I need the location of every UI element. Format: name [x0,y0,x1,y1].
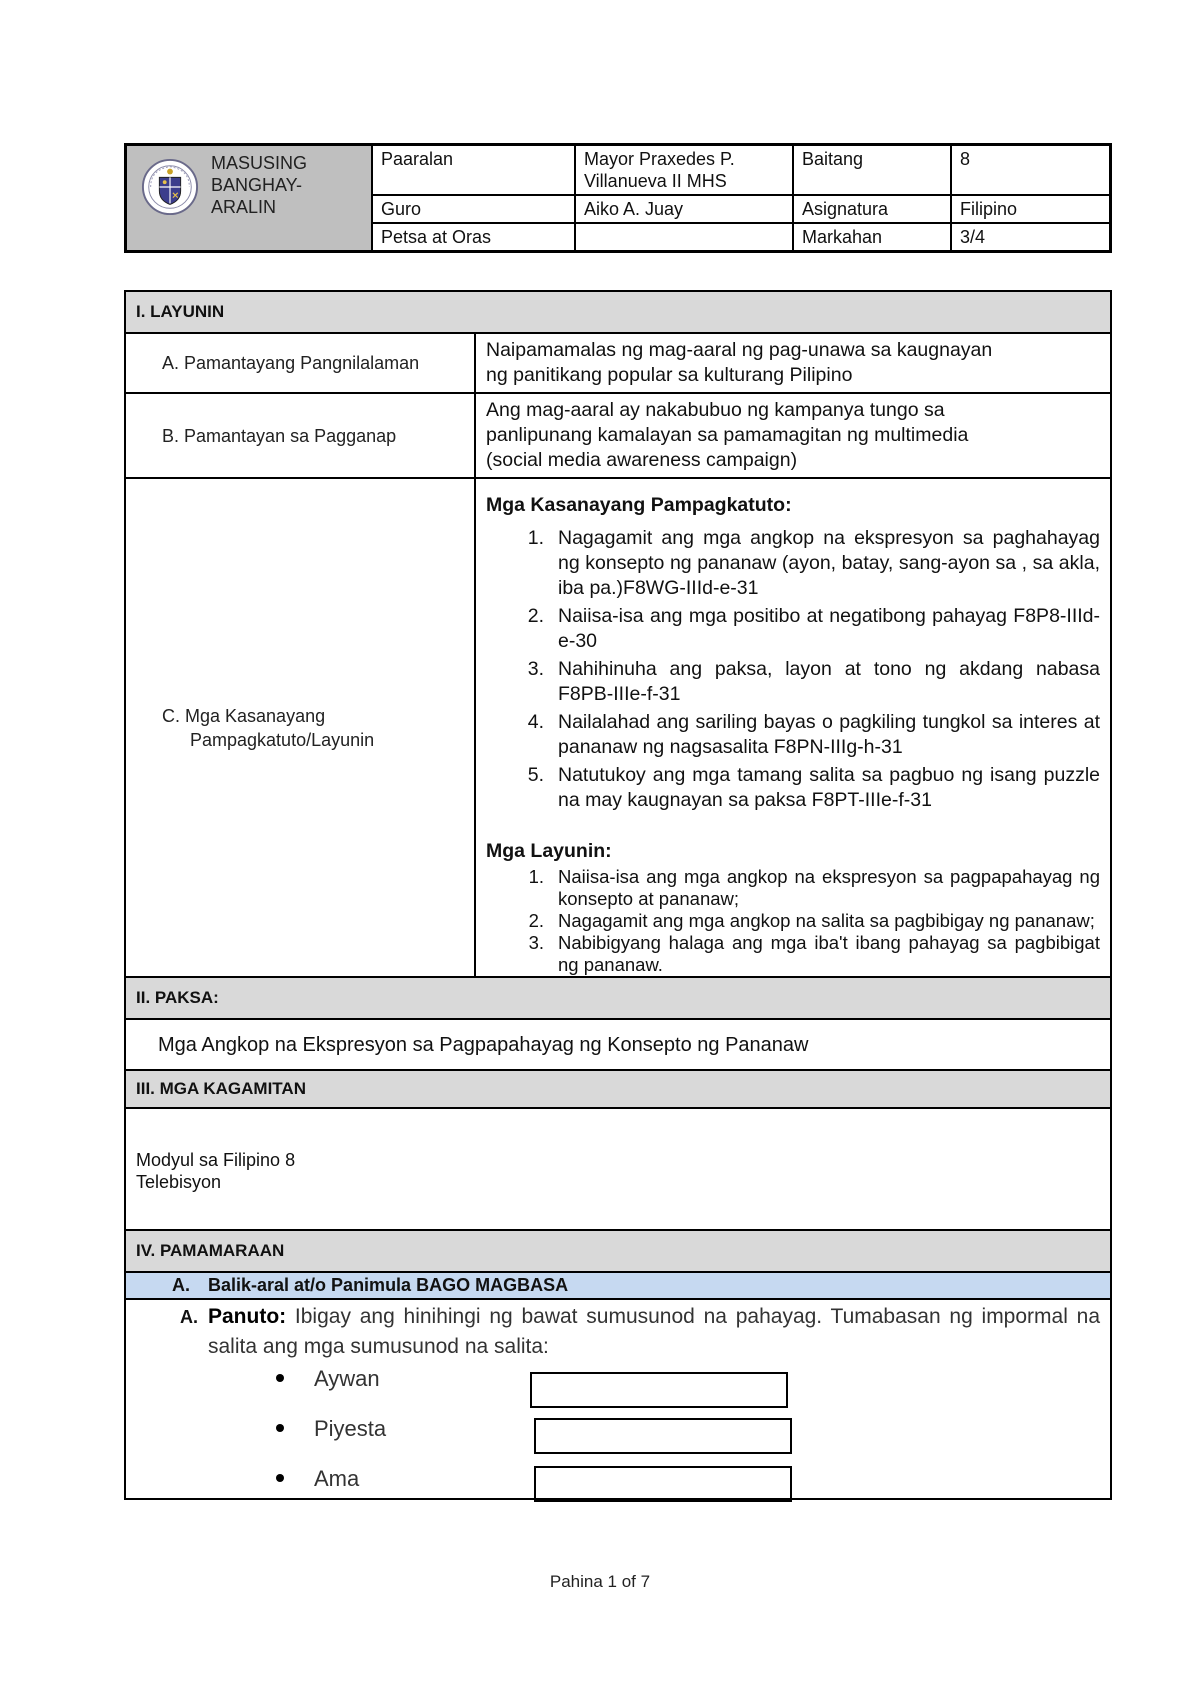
word-list [136,1362,1100,1494]
plan-title: MASUSING BANGHAY- ARALIN [211,153,308,217]
list-item: Ama [276,1464,359,1494]
performance-standard-value: Ang mag-aaral ay nakabubuo ng kampanya tungo sa panlipunang kamalayan sa pamamagitan ng multimedia (social media awareness campaign) [475,393,1111,478]
list-item: Telebisyon [136,1172,222,1192]
subsection-heading: A. Balik-aral at/o Panimula BAGO MAGBASA [125,1272,1111,1299]
school-value: Mayor Praxedes P. Villanueva II MHS [575,145,793,196]
list-item: Aywan [276,1364,380,1394]
list-item: 4. Nailalahad ang sariling bayas o pagkiling tungkol sa interes at pananaw ng nagsasalita F8PN-IIIg-h-31 [527,711,1100,758]
deped-seal-icon [141,158,199,216]
quarter-value: 3/4 [951,223,1111,252]
school-label: Paaralan [372,145,575,196]
content-standard-value: Naipamamalas ng mag-aaral ng pag-unawa sa kaugnayan ng panitikang popular sa kulturang Pilipino [475,333,1111,393]
lesson-plan-table [124,290,1112,1500]
list-item: 1. Naiisa-isa ang mga angkop na ekspresyon sa pagpapahayag ng konsepto at pananaw; [528,866,1100,909]
list-item: 2. Naiisa-isa ang mga positibo at negatibong pahayag F8P8-IIId-e-30 [527,605,1100,652]
section-heading-paksa: II. PAKSA: [125,977,1111,1019]
competencies-value [475,478,1111,977]
objectives-list [486,866,1100,976]
competencies-label: C. Mga Kasanayang Pampagkatuto/Layunin [125,478,475,977]
header-logo-cell [126,145,373,252]
list-item: 3. Nabibigyang halaga ang mga iba't ibang pahayag sa pagbibigat ng pananaw. [528,932,1100,975]
bullet-icon [276,1474,284,1482]
direction-text: Ibigay ang hinihingi ng bawat sumusunod na pahayag. Tumabasan ng impormal na salita ang mga sumusunod na salita: [208,1305,1100,1358]
list-item: 2. Nagagamit ang mga angkop na salita sa pagbibigay ng pananaw; [528,910,1095,931]
date-value [575,223,793,252]
page-number: Pahina 1 of 7 [549,1572,651,1591]
section-heading-kagamitan: III. MGA KAGAMITAN [125,1070,1111,1108]
list-item: 1. Nagagamit ang mga angkop na ekspresyon sa paghahayag ng konsepto ng pananaw (ayon, batay, sang-ayon sa , sa akla, iba pa.)F8WG-IIId-e-31 [527,527,1100,599]
header-table [124,143,1112,253]
section-heading-layunin: I. LAYUNIN [125,291,1111,333]
list-item: 3. Nahihinuha ang paksa, layon at tono ng akdang nabasa F8PB-IIIe-f-31 [527,658,1100,705]
grade-label: Baitang [793,145,951,196]
answer-box[interactable] [534,1466,792,1502]
list-item: Piyesta [276,1414,386,1444]
bullet-icon [276,1374,284,1382]
list-item: 5. Natutukoy ang mga tamang salita sa pagbuo ng isang puzzle na may kaugnayan sa paksa F8PT-IIIe-f-31 [527,764,1100,811]
date-label: Petsa at Oras [372,223,575,252]
direction-label: Panuto: [208,1305,287,1328]
content-standard-label: A. Pamantayang Pangnilalaman [125,333,475,393]
grade-value: 8 [951,145,1111,196]
quarter-label: Markahan [793,223,951,252]
materials-list [125,1108,1111,1230]
topic-value: Mga Angkop na Ekspresyon sa Pagpapahayag ng Konsepto ng Pananaw [125,1019,1111,1070]
teacher-value: Aiko A. Juay [575,195,793,223]
activity-directions: A. Panuto: Ibigay ang hinihingi ng bawat sumusunod na pahayag. Tumabasan ng impormal na salita ang mga sumusunod na salita: Aywan Piyesta Ama [125,1299,1111,1499]
list-item: Modyul sa Filipino 8 [136,1150,296,1170]
competencies-list [486,526,1100,813]
objectives-title: Mga Layunin: [486,840,612,862]
performance-standard-label: B. Pamantayan sa Pagganap [125,393,475,478]
subject-value: Filipino [951,195,1111,223]
competencies-title: Mga Kasanayang Pampagkatuto: [486,494,792,516]
teacher-label: Guro [372,195,575,223]
section-heading-pamamaraan: IV. PAMAMARAAN [125,1230,1111,1272]
answer-box[interactable] [534,1418,792,1454]
bullet-icon [276,1424,284,1432]
answer-box[interactable] [530,1372,788,1408]
subject-label: Asignatura [793,195,951,223]
